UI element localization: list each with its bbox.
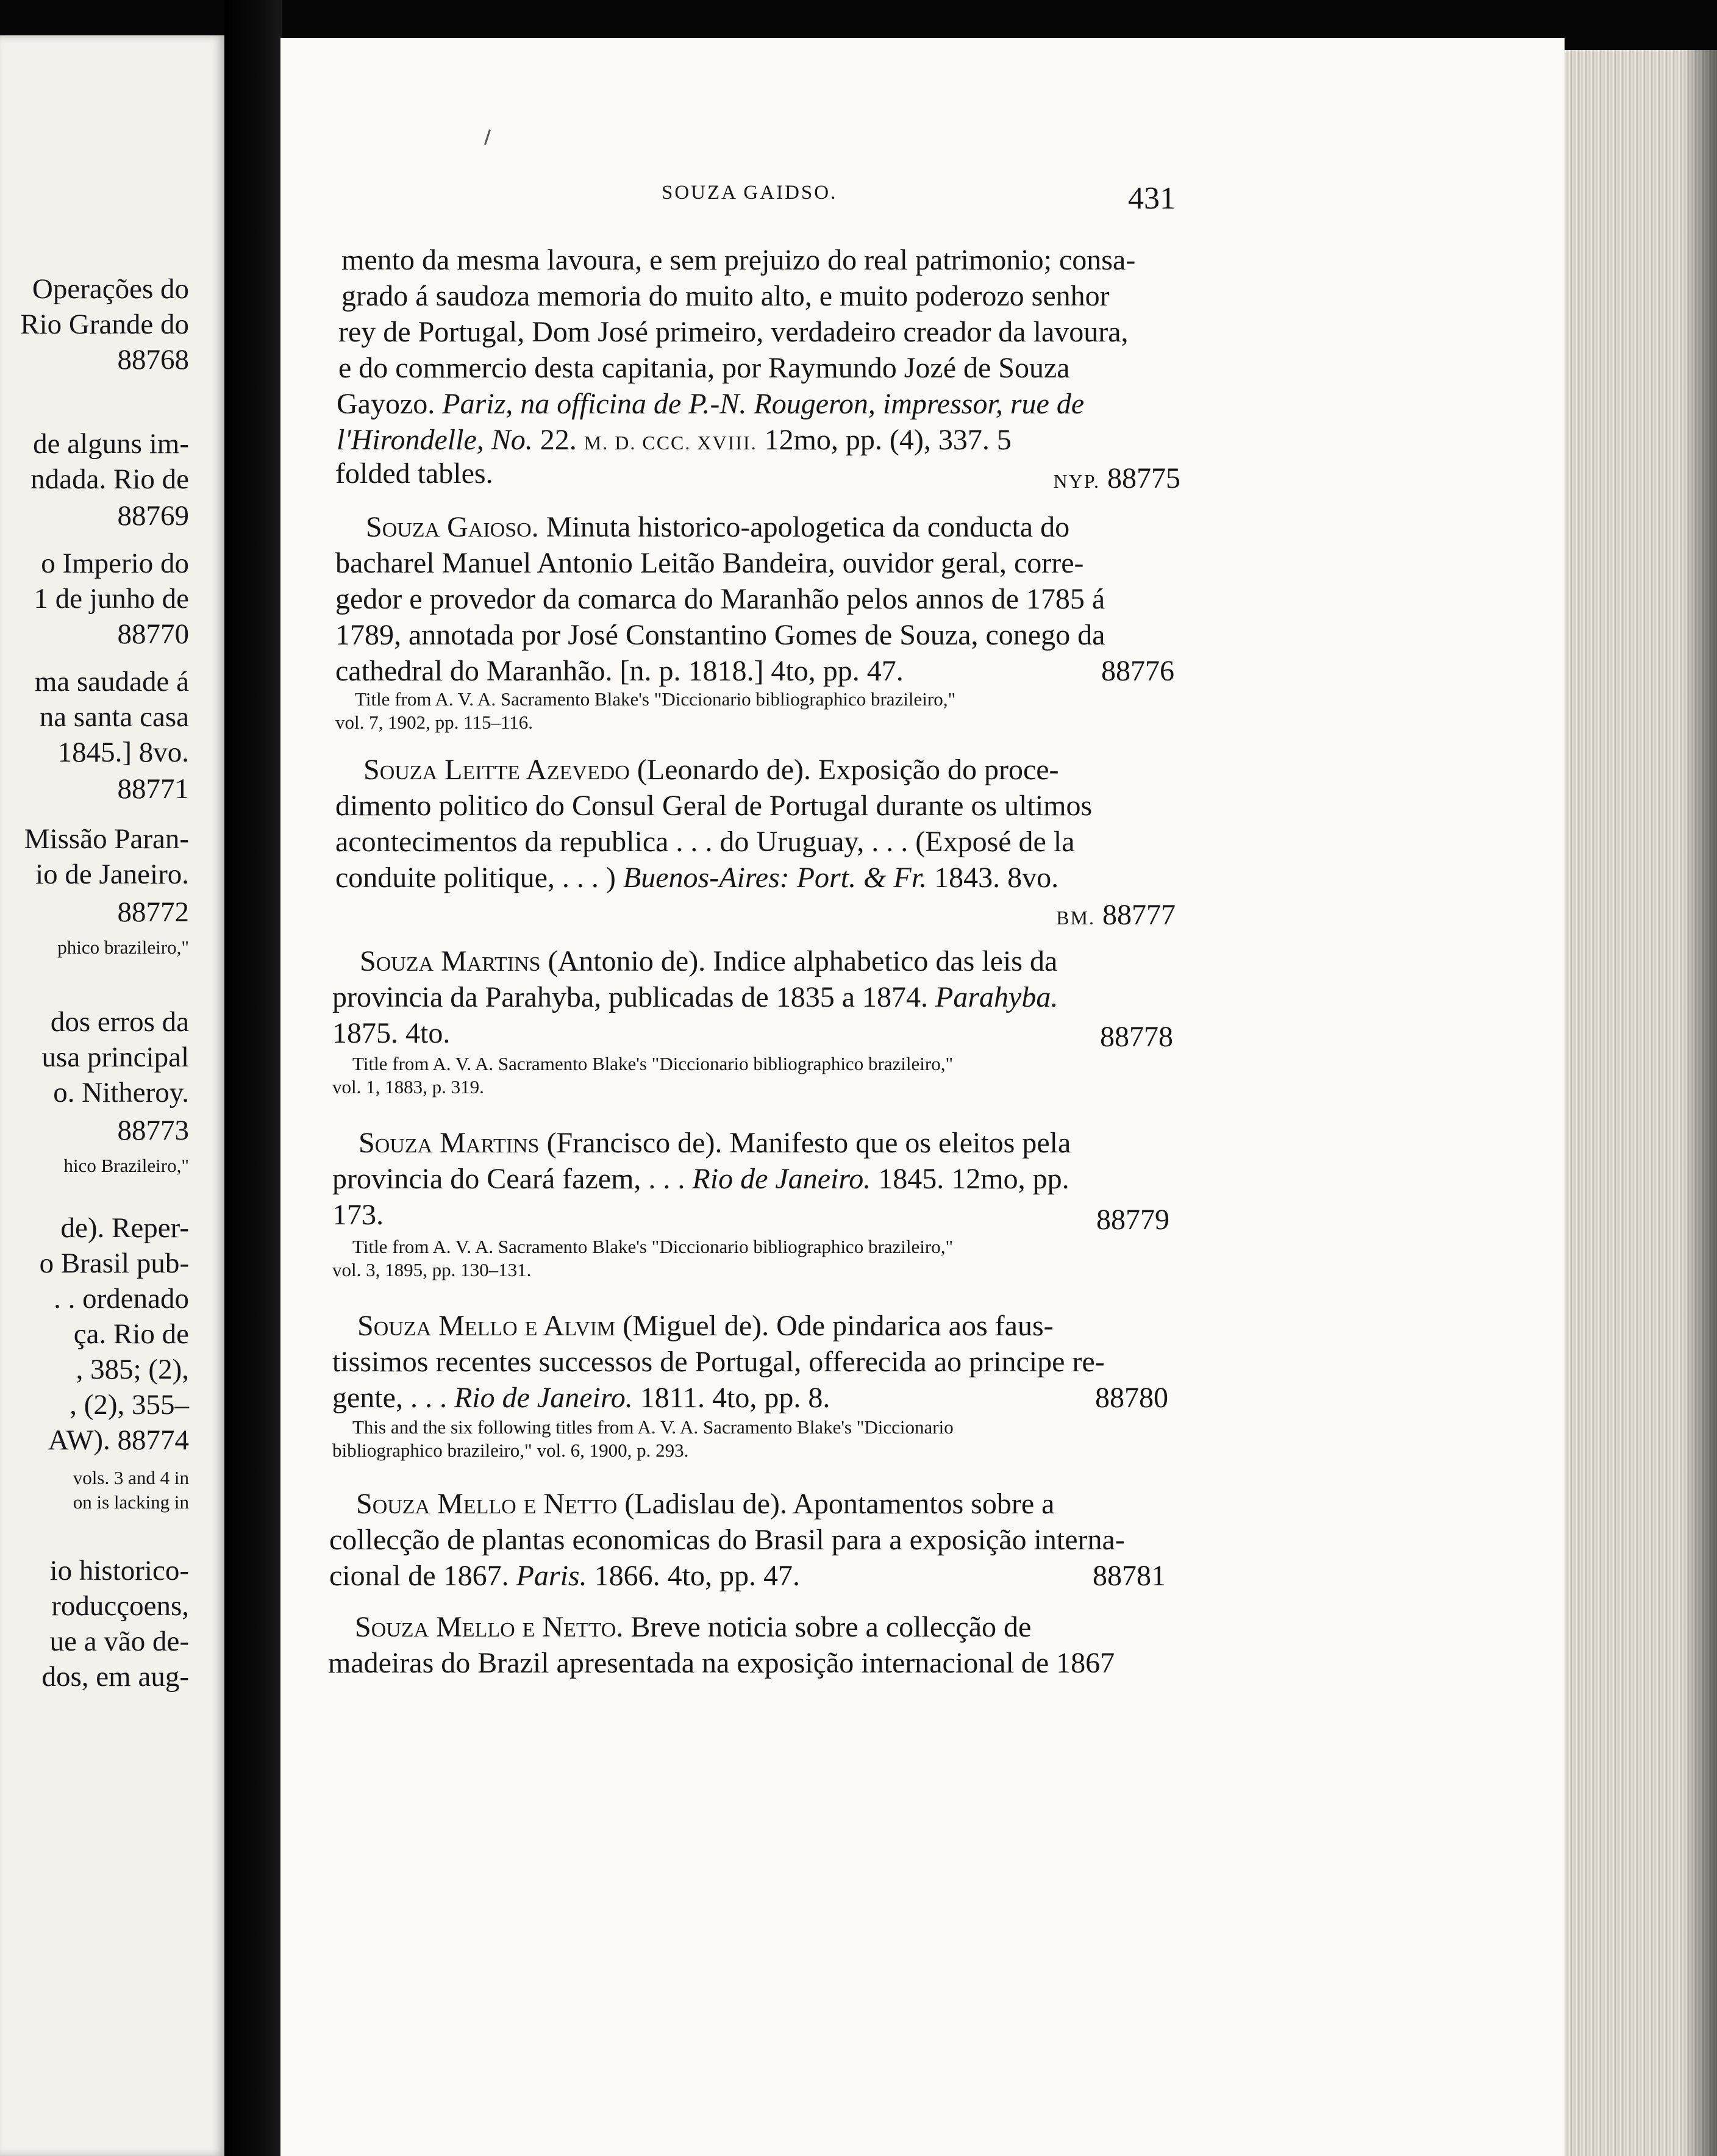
page-edges bbox=[1549, 50, 1717, 2156]
left-text-line: io de Janeiro. bbox=[35, 858, 189, 890]
entry-88777-location-number bbox=[1056, 898, 1176, 935]
left-text-line: , (2), 355– bbox=[70, 1389, 189, 1421]
left-note-line: vols. 3 and 4 in bbox=[73, 1467, 189, 1488]
entry-88777-imprint: Buenos-Aires: Port. & Fr. bbox=[623, 862, 927, 894]
entry-88775-street-number: 22. bbox=[540, 424, 577, 456]
entry-88775-location: NYP. bbox=[1053, 470, 1100, 492]
entry-88779-number: 88779 bbox=[1096, 1204, 1169, 1236]
entry-88779-line bbox=[359, 1126, 1071, 1160]
entry-88777-location: BM. bbox=[1056, 907, 1095, 929]
entry-88775-line: e do commercio desta capitania, por Raymundo Jozé de Souza bbox=[338, 352, 1070, 384]
book-gutter bbox=[224, 0, 282, 2156]
entry-88780-number: 88780 bbox=[1095, 1382, 1168, 1414]
entry-88781-line bbox=[329, 1558, 800, 1593]
entry-88780-note: bibliographico brazileiro," vol. 6, 1900, p. 293. bbox=[332, 1440, 689, 1461]
entry-88778-note: Title from A. V. A. Sacramento Blake's "Diccionario bibliographico brazileiro," bbox=[352, 1053, 954, 1074]
entry-88780-line: tissimos recentes successos de Portugal, offerecida ao principe re- bbox=[332, 1346, 1105, 1378]
entry-88775-line: rey de Portugal, Dom José primeiro, verdadeiro creador da lavoura, bbox=[338, 316, 1129, 348]
left-text-line: AW). 88774 bbox=[48, 1424, 189, 1456]
entry-88775-line bbox=[337, 387, 1084, 421]
left-entry-number: 88773 bbox=[117, 1115, 189, 1146]
entry-88781-line bbox=[356, 1487, 1054, 1521]
left-text-line: o Imperio do bbox=[41, 548, 189, 579]
entry-88782-line: madeiras do Brazil apresentada na exposição internacional de 1867 bbox=[328, 1647, 1115, 1679]
left-text-line: ue a vão de- bbox=[49, 1626, 189, 1657]
page-number: 431 bbox=[1128, 181, 1176, 216]
left-entry-number: 88770 bbox=[117, 618, 189, 650]
entry-88779-title: (Francisco de). Manifesto que os eleitos pela bbox=[546, 1127, 1071, 1159]
entry-88778-note: vol. 1, 1883, p. 319. bbox=[332, 1076, 484, 1098]
left-text-line: Missão Paran- bbox=[24, 823, 189, 855]
entry-88781-line: collecção de plantas economicas do Brasil para a exposição interna- bbox=[329, 1524, 1125, 1556]
entry-88781-title: (Ladislau de). Apontamentos sobre a bbox=[624, 1488, 1055, 1520]
entry-88780-line bbox=[357, 1308, 1054, 1343]
entry-88775-roman-date: M. D. CCC. XVIII. bbox=[584, 432, 757, 454]
entry-88779-date-format: 1845. 12mo, pp. bbox=[878, 1163, 1069, 1195]
entry-88777-title: (Leonardo de). Exposição do proce- bbox=[637, 754, 1059, 786]
left-note-line: on is lacking in bbox=[73, 1491, 189, 1513]
entry-88777-date-format: 1843. 8vo. bbox=[934, 862, 1059, 894]
entry-88778-heading: Souza Martins bbox=[360, 945, 541, 977]
entry-88776-number: 88776 bbox=[1101, 655, 1174, 687]
entry-88779-heading: Souza Martins bbox=[359, 1127, 540, 1159]
left-text-line: Rio Grande do bbox=[20, 309, 189, 340]
entry-88777-line bbox=[335, 860, 1058, 895]
left-text-line: dos, em aug- bbox=[41, 1661, 189, 1693]
left-entry-number: 88772 bbox=[117, 896, 189, 928]
left-text-line: io historico- bbox=[49, 1555, 189, 1587]
left-entry-number: 88768 bbox=[117, 344, 189, 376]
entry-88778-line: 1875. 4to. bbox=[332, 1017, 451, 1049]
entry-88776-title: Minuta historico-apologetica da conducta do bbox=[546, 511, 1070, 543]
entry-88775-line: grado á saudoza memoria do muito alto, e muito poderozo senhor bbox=[341, 280, 1110, 312]
entry-88778-imprint: Parahyba. bbox=[935, 981, 1058, 1013]
left-text-line: na santa casa bbox=[39, 701, 189, 733]
left-text-line: o. Nitheroy. bbox=[53, 1077, 189, 1108]
entry-88776-line: bacharel Manuel Antonio Leitão Bandeira, ouvidor geral, corre- bbox=[335, 547, 1084, 579]
entry-88775-author-end: Gayozo. bbox=[337, 388, 435, 420]
left-text-line: 1845.] 8vo. bbox=[57, 737, 189, 768]
entry-88775-collation: 12mo, pp. (4), 337. 5 bbox=[764, 424, 1012, 456]
entry-88778-number: 88778 bbox=[1100, 1021, 1173, 1053]
left-text-line: usa principal bbox=[41, 1041, 189, 1073]
left-entry-number: 88769 bbox=[117, 500, 189, 532]
entry-88776-title-end: cathedral do Maranhão. bbox=[335, 655, 613, 687]
entry-88781-number: 88781 bbox=[1093, 1560, 1166, 1592]
left-text-line: ça. Rio de bbox=[73, 1318, 189, 1350]
entry-88775-location-number bbox=[1054, 461, 1180, 499]
left-text-line: 1 de junho de bbox=[34, 583, 189, 615]
entry-88780-date-format: 1811. 4to, pp. 8. bbox=[640, 1382, 830, 1414]
entry-88775-imprint: Pariz, na officina de P.-N. Rougeron, impressor, rue de bbox=[442, 388, 1085, 420]
entry-88780-imprint: Rio de Janeiro. bbox=[454, 1382, 633, 1414]
running-title: SOUZA GAIDSO. bbox=[662, 182, 838, 204]
entry-88781-date-format: 1866. 4to, pp. 47. bbox=[594, 1560, 800, 1592]
entry-88780-heading: Souza Mello e Alvim bbox=[357, 1310, 616, 1342]
entry-88776-line bbox=[335, 654, 904, 688]
left-entry-number: 88771 bbox=[117, 773, 189, 805]
entry-88780-line bbox=[332, 1380, 830, 1415]
entry-88776-note: Title from A. V. A. Sacramento Blake's "Diccionario bibliographico brazileiro," bbox=[355, 688, 956, 710]
entry-88780-title-end: gente, . . . bbox=[332, 1382, 447, 1414]
entry-88781-heading: Souza Mello e Netto bbox=[356, 1488, 618, 1520]
entry-88779-note: vol. 3, 1895, pp. 130–131. bbox=[332, 1259, 532, 1280]
entry-88777-heading: Souza Leitte Azevedo bbox=[363, 754, 630, 786]
left-text-line: . . ordenado bbox=[54, 1283, 189, 1315]
entry-88776-line: 1789, annotada por José Constantino Gomes de Souza, conego da bbox=[335, 619, 1105, 651]
left-text-line: Operações do bbox=[32, 273, 189, 305]
entry-88779-note: Title from A. V. A. Sacramento Blake's "Diccionario bibliographico brazileiro," bbox=[352, 1236, 954, 1257]
left-text-line: dos erros da bbox=[50, 1006, 189, 1038]
entry-88776-imprint: [n. p. 1818.] bbox=[619, 655, 764, 687]
entry-88782-title: Breve noticia sobre a collecção de bbox=[630, 1611, 1032, 1643]
entry-88779-title-end: provincia do Ceará fazem, . . . bbox=[332, 1163, 685, 1195]
entry-88777-line: acontecimentos da republica . . . do Uruguay, . . . (Exposé de la bbox=[335, 826, 1075, 858]
entry-88775-number: 88775 bbox=[1107, 462, 1180, 494]
entry-88777-line bbox=[363, 752, 1059, 787]
entry-88781-title-end: cional de 1867. bbox=[329, 1560, 509, 1592]
left-note-line: hico Brazileiro," bbox=[63, 1155, 189, 1176]
entry-88780-title: (Miguel de). Ode pindarica aos faus- bbox=[623, 1310, 1054, 1342]
entry-88779-imprint: Rio de Janeiro. bbox=[692, 1163, 871, 1195]
entry-88775-line: folded tables. bbox=[335, 457, 493, 490]
entry-88777-title-end: conduite politique, . . . ) bbox=[335, 862, 616, 894]
entry-88780-note: This and the six following titles from A. V. A. Sacramento Blake's "Diccionario bbox=[352, 1416, 954, 1438]
left-text-line: ndada. Rio de bbox=[30, 463, 189, 495]
entry-88776-collation: 4to, pp. 47. bbox=[771, 655, 904, 687]
entry-88781-imprint: Paris. bbox=[516, 1560, 587, 1592]
entry-88782-heading: Souza Mello e Netto. bbox=[355, 1611, 624, 1643]
entry-88782-line bbox=[355, 1610, 1031, 1644]
entry-88776-note: vol. 7, 1902, pp. 115–116. bbox=[335, 712, 534, 733]
left-text-line: de alguns im- bbox=[33, 428, 189, 460]
left-text-line: ma saudade á bbox=[34, 666, 189, 698]
entry-88776-line bbox=[366, 510, 1069, 544]
previous-page-fragment bbox=[0, 35, 224, 2156]
left-text-line: , 385; (2), bbox=[76, 1354, 189, 1385]
entry-88776-line: gedor e provedor da comarca do Maranhão pelos annos de 1785 á bbox=[335, 583, 1105, 615]
entry-88779-line bbox=[332, 1162, 1069, 1196]
entry-88779-line: 173. bbox=[332, 1199, 384, 1231]
entry-88777-number: 88777 bbox=[1102, 899, 1176, 931]
left-note-line: phico brazileiro," bbox=[57, 937, 189, 958]
entry-88778-line bbox=[360, 944, 1057, 979]
entry-88775-imprint-cont: l'Hirondelle, No. bbox=[337, 424, 533, 456]
entry-88775-line bbox=[337, 423, 1012, 460]
entry-88777-line: dimento politico do Consul Geral de Portugal durante os ultimos bbox=[335, 790, 1093, 822]
left-text-line: de). Reper- bbox=[60, 1212, 189, 1244]
left-text-line: roducçoens, bbox=[51, 1590, 189, 1622]
entry-88778-line bbox=[332, 980, 1058, 1015]
left-text-line: o Brasil pub- bbox=[39, 1248, 189, 1279]
entry-88776-heading: Souza Gaioso. bbox=[366, 511, 539, 543]
entry-88775-line: mento da mesma lavoura, e sem prejuizo do real patrimonio; consa- bbox=[341, 244, 1136, 276]
entry-88778-title-end: provincia da Parahyba, publicadas de 1835 a 1874. bbox=[332, 981, 929, 1013]
entry-88778-title: (Antonio de). Indice alphabetico das leis da bbox=[548, 945, 1058, 977]
